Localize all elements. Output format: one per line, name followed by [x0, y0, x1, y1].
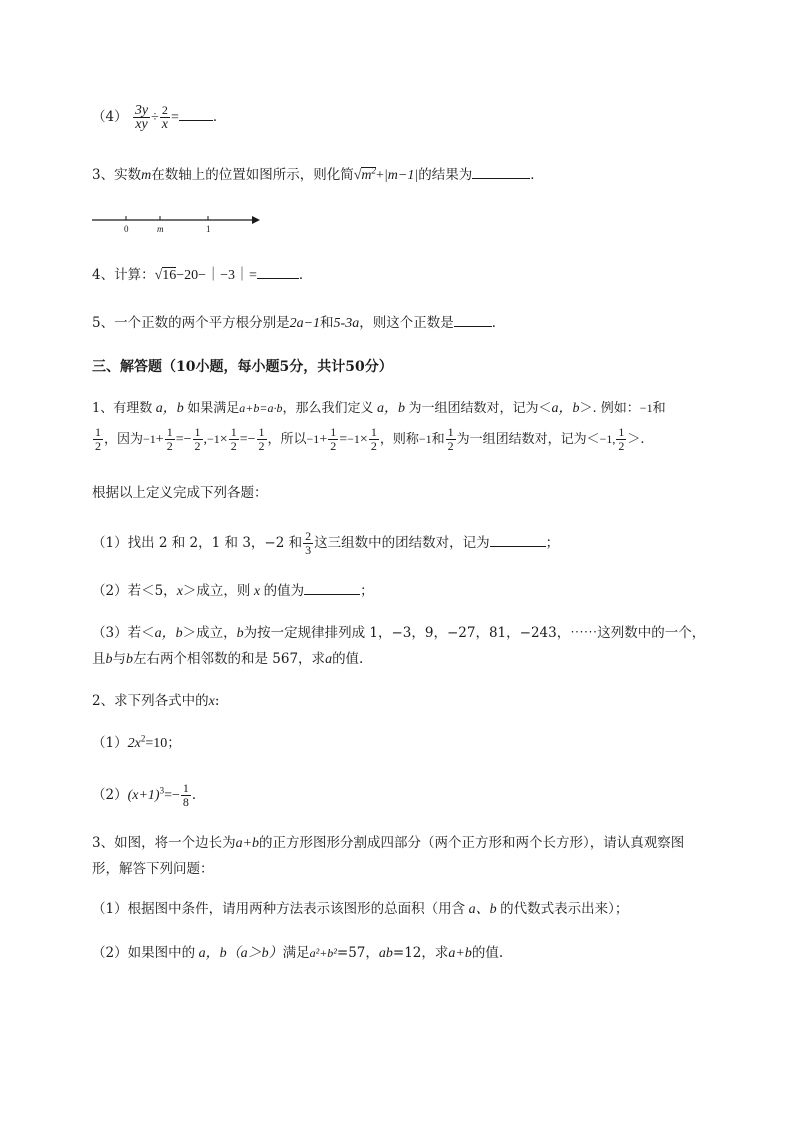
problem-1-part-2: （2）若＜5，x＞成立，则 x 的值为 ；	[92, 583, 374, 599]
fraction-2-over-x: $\frac{2}{x}$	[161, 103, 169, 132]
question-2-4b: 4、计算：√16−20−｜−3｜= ．	[92, 267, 313, 283]
problem-1-line-1: 1、有理数 a，b 如果满足a+b=a·b，那么我们定义 a，b 为一组团结数对，记为＜a，b＞. 例如：−1和	[92, 401, 666, 416]
question-2-5: 5、一个正数的两个平方根分别是2a−1和5-3a，则这个正数是 ．	[92, 315, 506, 331]
section-title: 三、解答题（10小题，每小题5分，共计50分）	[92, 359, 393, 375]
answer-blank[interactable]	[454, 316, 492, 327]
answer-blank[interactable]	[257, 268, 299, 279]
problem-3-line-2: 形，解答下列问题：	[92, 861, 214, 877]
answer-blank[interactable]	[472, 168, 530, 179]
tick-label-0: 0	[124, 224, 129, 234]
problem-3-line-1: 3、如图，将一个边长为a+b的正方形图形分割成四部分（两个正方形和两个长方形），请认真观察图	[92, 835, 685, 851]
problem-3-part-1: （1）根据图中条件，请用两种方法表示该图形的总面积（用含 a、b 的代数式表示出来）；	[92, 901, 629, 917]
problem-1-part-1: （1）找出 2 和 2，1 和 3，−2 和 $\frac{2}{3}$ 这三组数中的团结数对，记为 ；	[92, 529, 560, 557]
problem-1-part-3-line-2: 且b与b左右两个相邻数的和是 567，求a的值.	[92, 651, 364, 667]
fraction-3y-over-xy: $\frac{3y}{xy}$	[134, 103, 149, 132]
number-line-arrow	[252, 216, 260, 224]
question-2-3: 3、实数m在数轴上的位置如图所示，则化简$√m^2+|m-1|$的结果为 ．	[92, 165, 544, 183]
problem-2-part-2: $(2)(x+1)^3=-$ $\frac{1}{8}$ ．	[92, 781, 206, 809]
tick-label-m: m	[157, 224, 164, 234]
problem-2-part-1: $(1)2x^2=10$；	[92, 733, 181, 751]
sqrt-symbol: √	[353, 168, 362, 183]
problem-1-instructions: 根据以上定义完成下列各题：	[92, 485, 268, 501]
problem-3-part-2: （2）如果图中的 a，b（a＞b）满足a²+b²=57，ab=12，求a+b的值.	[92, 945, 504, 961]
problem-2: 2、求下列各式中的x:	[92, 693, 220, 709]
answer-blank[interactable]	[179, 110, 213, 121]
problem-1-line-2: $\frac{1}{2}$ ，因为−1+ $\frac{1}{2}$ =− $\frac{1}{2}$ ,−1× $\frac{1}{2}$ =− $\frac{1}{2}$ ，所以−1+ $\frac{1}{2}$ =−1× $\frac{1}{2}$ ，则称−1和 $\frac{1}{2}$ 为一组团结数对，记为＜−1, $\frac{1}{2}$ ＞.	[95, 425, 645, 453]
sqrt-symbol: √	[154, 268, 163, 283]
number-line-figure	[92, 212, 262, 238]
question-2-4: （4） $\frac{3y}{xy}$ ÷ $\frac{2}{x}$ = ．	[92, 103, 227, 132]
problem-1-part-3-line-1: （3）若＜a，b＞成立，b为按一定规律排列成 1，−3，9，−27，81，−243，⋯⋯这列数中的一个，	[92, 625, 706, 641]
answer-blank[interactable]	[490, 536, 546, 547]
tick-label-1: 1	[206, 224, 211, 234]
answer-blank[interactable]	[304, 584, 360, 595]
